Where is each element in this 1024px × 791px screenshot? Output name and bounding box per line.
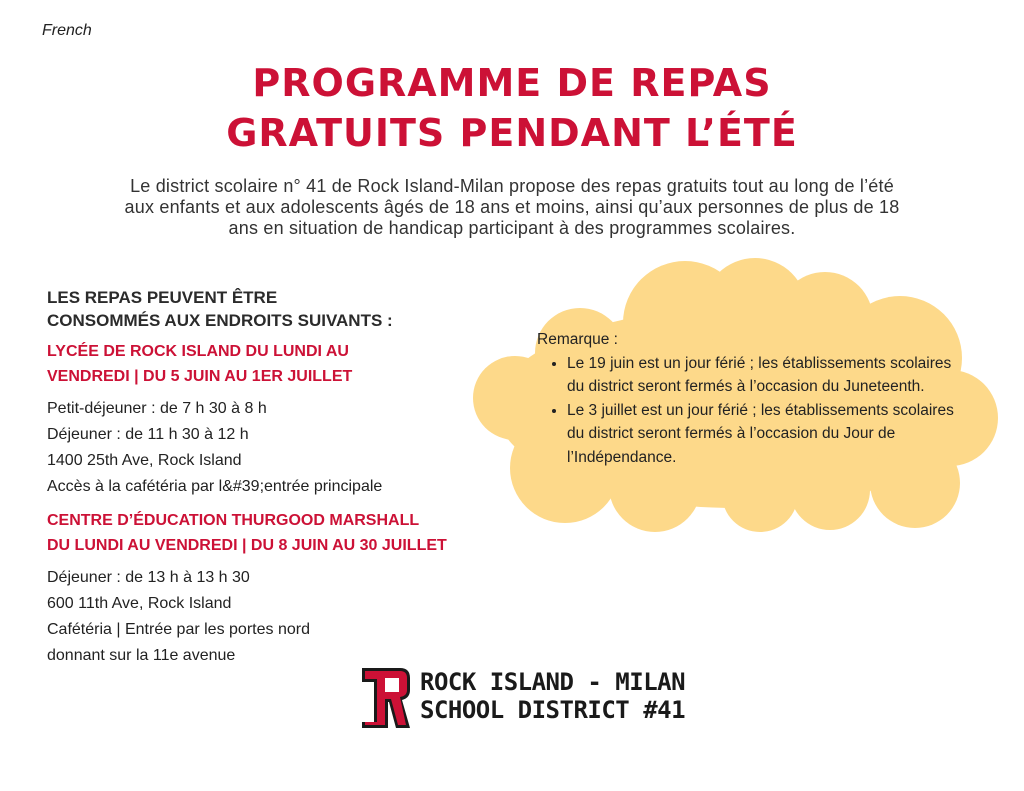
- address: 1400 25th Ave, Rock Island: [47, 452, 242, 469]
- note-heading: Remarque :: [537, 331, 618, 348]
- locations-heading-line1: LES REPAS PEUVENT ÊTRE: [47, 288, 278, 307]
- district-name-line1: ROCK ISLAND - MILAN: [420, 668, 686, 696]
- location-details-high-school: [47, 396, 527, 500]
- location-title-line2: VENDREDI | DU 5 JUIN AU 1ER JUILLET: [47, 368, 353, 385]
- intro-paragraph: [52, 176, 972, 239]
- entrance-info-cont: donnant sur la 11e avenue: [47, 647, 236, 664]
- locations-heading: [47, 286, 507, 332]
- locations-heading-line2: CONSOMMÉS AUX ENDROITS SUIVANTS :: [47, 311, 393, 330]
- note-item-juneteenth: • Le 19 juin est un jour férié ; les établissements scolaires du district seront fermés à l’occasion du Juneteenth.: [567, 352, 967, 399]
- intro-line3: ans en situation de handicap participant à des programmes scolaires.: [228, 218, 796, 238]
- location-title-line1: CENTRE D’ÉDUCATION THURGOOD MARSHALL: [47, 512, 420, 529]
- intro-line2: aux enfants et aux adolescents âgés de 18 ans et moins, ainsi qu’aux personnes de plus de 18: [124, 197, 900, 217]
- page-title-line1: PROGRAMME DE REPAS: [252, 61, 772, 105]
- intro-line1: Le district scolaire n° 41 de Rock Island-Milan propose des repas gratuits tout au long de l’été: [130, 176, 894, 196]
- location-title-line2: DU LUNDI AU VENDREDI | DU 8 JUIN AU 30 JUILLET: [47, 537, 447, 554]
- entrance-info: Accès à la cafétéria par l&#39;entrée principale: [47, 478, 383, 495]
- note-item-independence-day: • Le 3 juillet est un jour férié ; les établissements scolaires du district seront fermés à l’occasion du Jour de l’Indépendance.: [567, 399, 967, 470]
- lunch-hours: Déjeuner : de 13 h à 13 h 30: [47, 569, 250, 586]
- lunch-hours: Déjeuner : de 11 h 30 à 12 h: [47, 426, 249, 443]
- address: 600 11th Ave, Rock Island: [47, 595, 232, 612]
- note-list: [537, 352, 967, 470]
- language-label: French: [42, 22, 92, 39]
- location-title-line1: LYCÉE DE ROCK ISLAND DU LUNDI AU: [47, 343, 349, 360]
- page-title-line2: GRATUITS PENDANT L’ÉTÉ: [226, 111, 798, 155]
- district-logo-icon: [360, 664, 412, 732]
- note-box: [537, 328, 967, 469]
- location-details-thurgood-marshall: [47, 565, 527, 669]
- district-name: [420, 668, 685, 724]
- district-name-line2: SCHOOL DISTRICT #41: [420, 696, 686, 724]
- breakfast-hours: Petit-déjeuner : de 7 h 30 à 8 h: [47, 400, 267, 417]
- entrance-info: Cafétéria | Entrée par les portes nord: [47, 621, 310, 638]
- page-title: [0, 58, 1024, 158]
